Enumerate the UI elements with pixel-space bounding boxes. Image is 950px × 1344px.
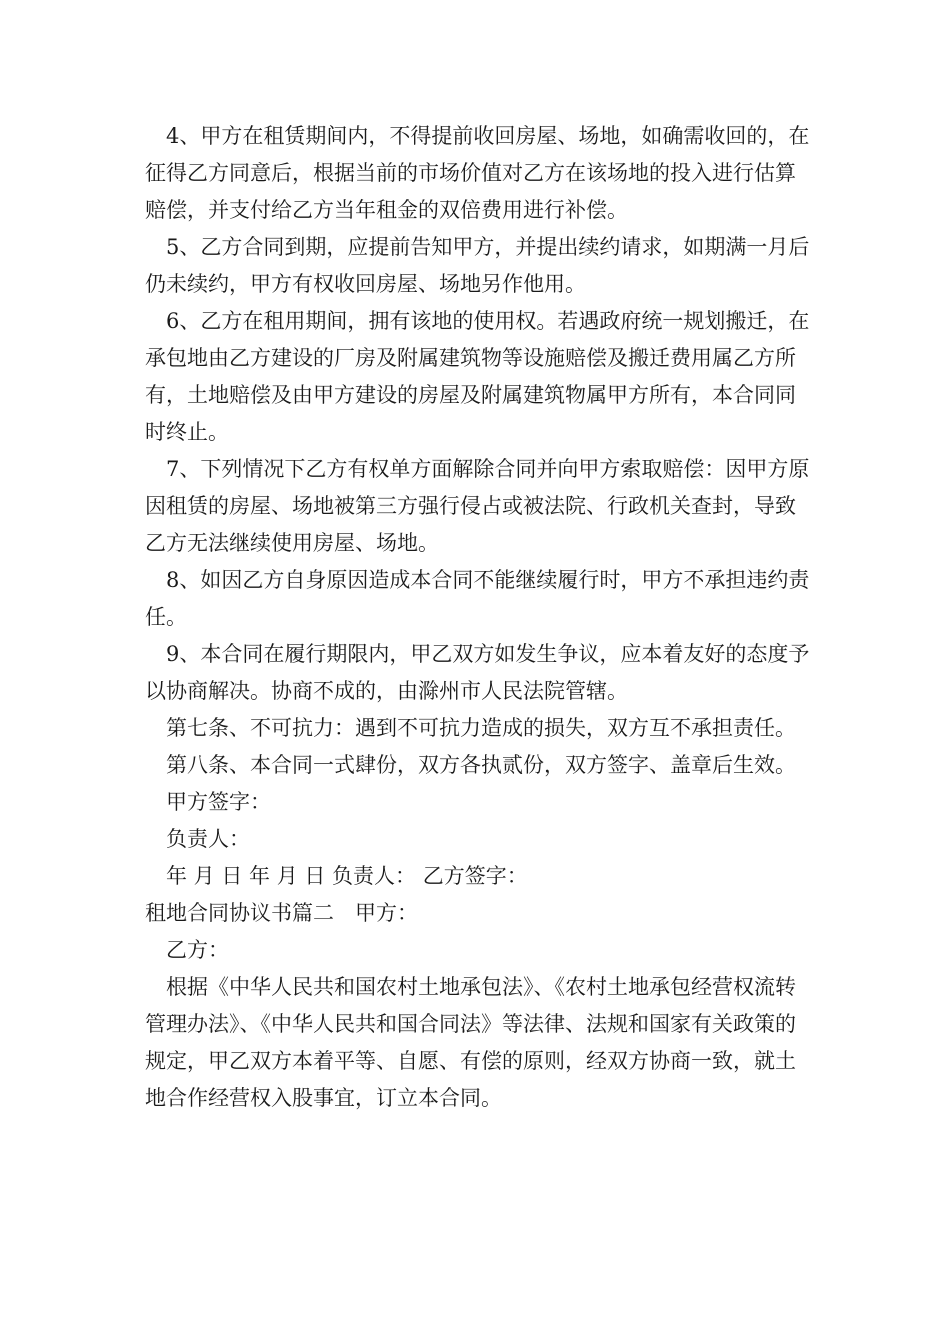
clause-6: 6、乙方在租用期间，拥有该地的使用权。若遇政府统一规划搬迁，在承包地由乙方建设的厂房及附属建筑物等设施赔偿及搬迁费用属乙方所有，土地赔偿及由甲方建设的房屋及附属建筑物属甲方所有，本合同同时终止。 (145, 309, 810, 444)
clause-4: 4、甲方在租赁期间内，不得提前收回房屋、场地，如确需收回的，在征得乙方同意后，根据当前的市场价值对乙方在该场地的投入进行估算赔偿，并支付给乙方当年租金的双倍费用进行补偿。 (145, 124, 810, 222)
intro-paragraph: 根据《中华人民共和国农村土地承包法》、《农村土地承包经营权流转管理办法》、《中华人民共和国合同法》等法律、法规和国家有关政策的规定，甲乙双方本着平等、自愿、有偿的原则，经双方协商一致，就土地合作经营权入股事宜，订立本合同。 (145, 975, 796, 1110)
party-a-signature-line: 甲方签字： (166, 790, 271, 814)
clause-9: 9、本合同在履行期限内，甲乙双方如发生争议，应本着友好的态度予以协商解决。协商不成的，由滁州市人民法院管辖。 (145, 642, 810, 703)
section-heading: 租地合同协议书篇二 甲方： (145, 901, 418, 925)
responsible-person-line: 负责人： (166, 827, 250, 851)
article-7: 第七条、不可抗力：遇到不可抗力造成的损失，双方互不承担责任。 (166, 716, 796, 740)
date-signature-line: 年 月 日 年 月 日 负责人： 乙方签字： (166, 864, 528, 888)
party-b-line: 乙方： (166, 938, 229, 962)
document-body (145, 118, 813, 1117)
clause-5: 5、乙方合同到期，应提前告知甲方，并提出续约请求，如期满一月后仍未续约，甲方有权收回房屋、场地另作他用。 (145, 235, 810, 296)
article-8: 第八条、本合同一式肆份，双方各执贰份，双方签字、盖章后生效。 (166, 753, 796, 777)
clause-7: 7、下列情况下乙方有权单方面解除合同并向甲方索取赔偿：因甲方原因租赁的房屋、场地被第三方强行侵占或被法院、行政机关查封，导致乙方无法继续使用房屋、场地。 (145, 457, 810, 555)
clause-8: 8、如因乙方自身原因造成本合同不能继续履行时，甲方不承担违约责任。 (145, 568, 810, 629)
